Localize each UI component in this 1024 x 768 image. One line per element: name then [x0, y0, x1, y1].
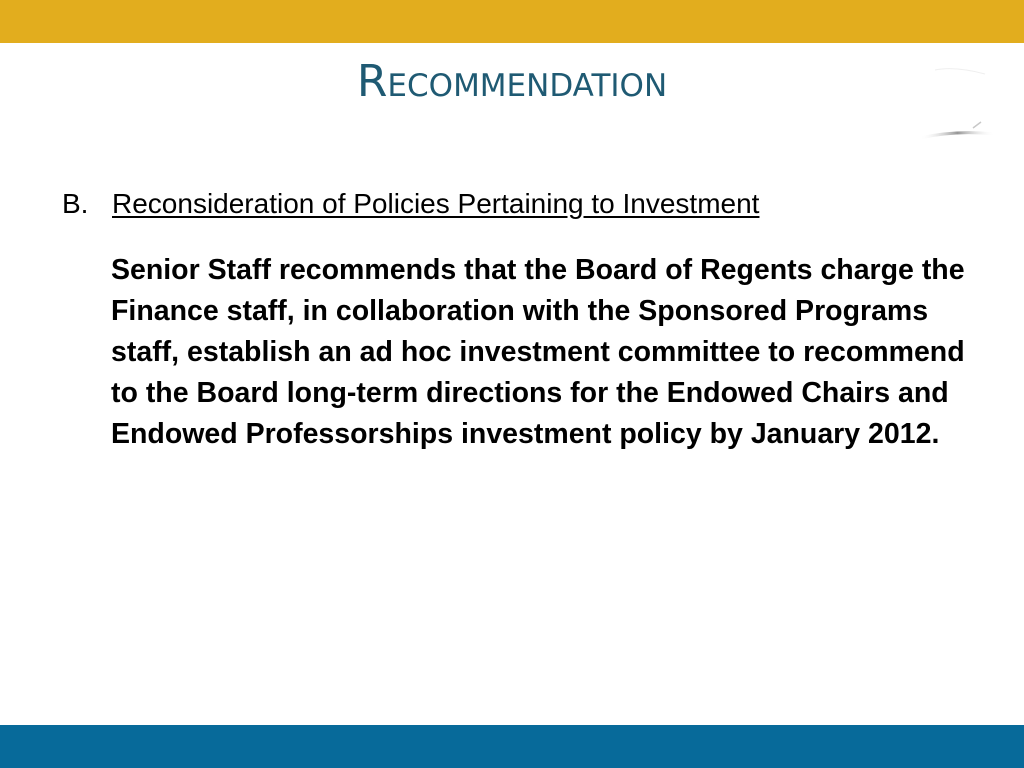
logo-swoosh-icon	[915, 60, 1000, 150]
item-body-text: Senior Staff recommends that the Board of Regents charge the Finance staff, in collaboration with the Sponsored Programs staff, establish an ad hoc investment committee to recommend to the Board long-term directions for the Endowed Chairs and Endowed Professorships investment policy by January 2012.	[111, 254, 965, 450]
slide-title: Recommendation	[356, 56, 668, 107]
item-heading: Reconsideration of Policies Pertaining to Investment	[112, 188, 760, 219]
top-accent-bar	[0, 0, 1024, 43]
list-item-marker: B.	[62, 188, 89, 219]
bottom-accent-bar	[0, 725, 1024, 768]
